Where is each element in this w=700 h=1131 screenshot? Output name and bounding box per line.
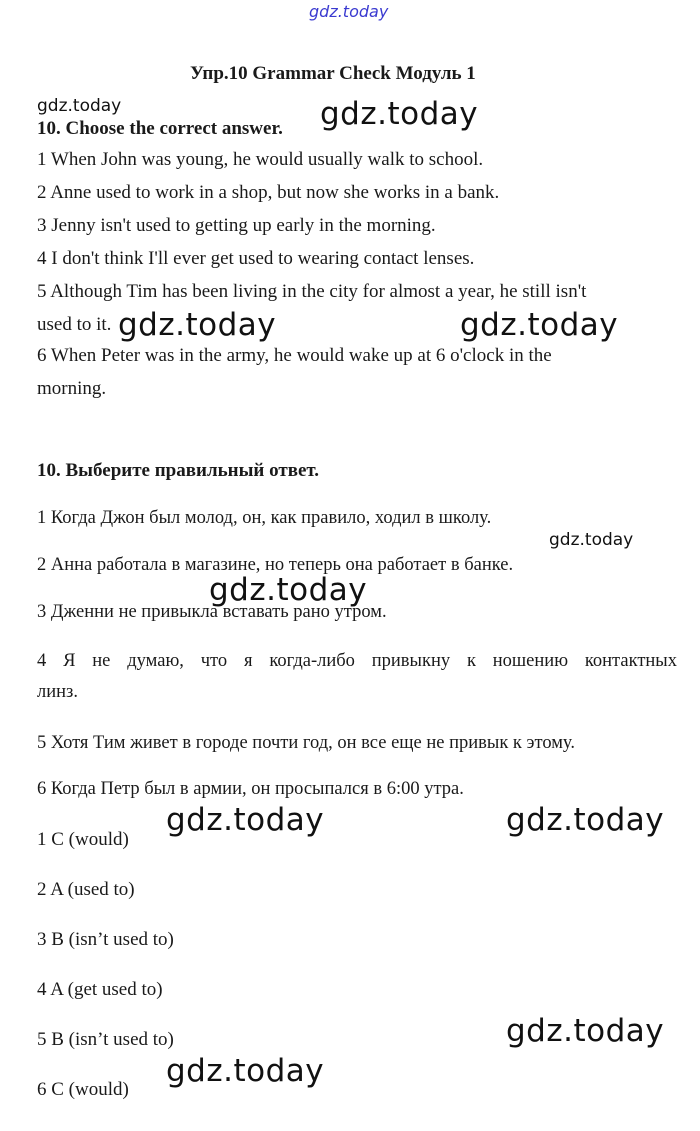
watermark-answers-right: gdz.today xyxy=(506,802,665,838)
english-line-5: 5 Although Tim has been living in the city for almost a year, he still isn't xyxy=(37,281,587,302)
english-line-6-cont: morning. xyxy=(37,378,107,399)
english-line-1: 1 When John was young, he would usually walk to school. xyxy=(37,149,484,170)
russian-line-4-cont: линз. xyxy=(37,682,78,702)
watermark-top: gdz.today xyxy=(309,2,389,21)
english-line-6: 6 When Peter was in the army, he would wake up at 6 o'clock in the xyxy=(37,345,552,366)
watermark-center: gdz.today xyxy=(209,572,368,608)
watermark-small-left: gdz.today xyxy=(37,96,122,116)
answer-3: 3 B (isn’t used to) xyxy=(37,929,174,950)
watermark-mid-right: gdz.today xyxy=(460,307,619,343)
watermark-lower-right: gdz.today xyxy=(506,1013,665,1049)
answer-6: 6 C (would) xyxy=(37,1079,129,1100)
russian-line-6: 6 Когда Петр был в армии, он просыпался в 6:00 утра. xyxy=(37,779,464,799)
watermark-heading-right: gdz.today xyxy=(320,96,479,132)
russian-line-1: 1 Когда Джон был молод, он, как правило, ходил в школу. xyxy=(37,508,492,528)
russian-line-5: 5 Хотя Тим живет в городе почти год, он все еще не привык к этому. xyxy=(37,733,575,753)
answer-5: 5 B (isn’t used to) xyxy=(37,1029,174,1050)
russian-line-2: 2 Анна работала в магазине, но теперь она работает в банке. xyxy=(37,555,514,575)
english-line-2: 2 Anne used to work in a shop, but now she works in a bank. xyxy=(37,182,500,203)
watermark-answers-left: gdz.today xyxy=(166,802,325,838)
russian-line-3: 3 Дженни не привыкла вставать рано утром. xyxy=(37,602,387,622)
english-line-5-cont: used to it. xyxy=(37,314,112,335)
page-title: Упр.10 Grammar Check Модуль 1 xyxy=(190,63,476,84)
english-line-4: 4 I don't think I'll ever get used to wearing contact lenses. xyxy=(37,248,475,269)
answer-1: 1 C (would) xyxy=(37,829,129,850)
watermark-bottom-left: gdz.today xyxy=(166,1053,325,1089)
english-line-3: 3 Jenny isn't used to getting up early in the morning. xyxy=(37,215,436,236)
answer-2: 2 A (used to) xyxy=(37,879,135,900)
english-heading: 10. Choose the correct answer. xyxy=(37,118,283,139)
answer-4: 4 A (get used to) xyxy=(37,979,163,1000)
russian-heading: 10. Выберите правильный ответ. xyxy=(37,460,320,481)
russian-line-4: 4 Я не думаю, что я когда-либо привыкну к ношению контактных xyxy=(37,651,677,671)
watermark-small-right: gdz.today xyxy=(549,530,634,550)
watermark-mid-left: gdz.today xyxy=(118,307,277,343)
